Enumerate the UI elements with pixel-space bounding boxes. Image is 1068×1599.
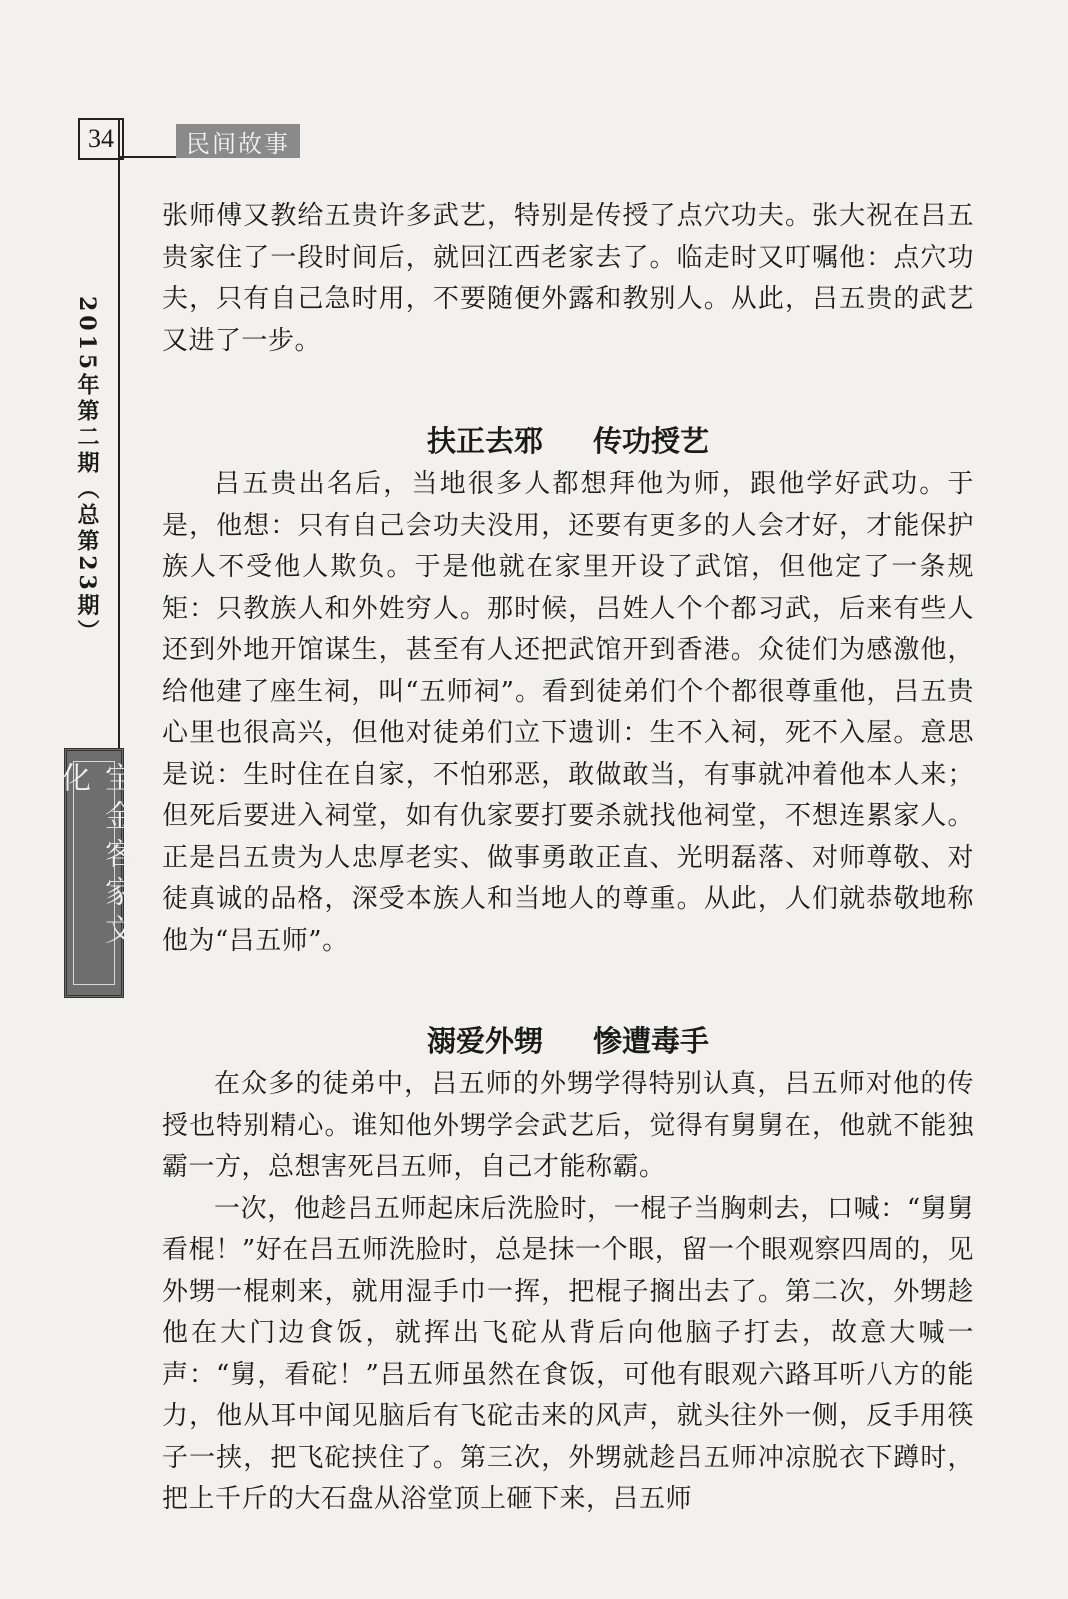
seal-calligraphy: 宝金客家文化 [55,762,134,952]
section-heading-2 [162,1018,974,1064]
page-number: 34 [78,118,124,160]
heading-2-left: 溺爱外甥 [426,1024,543,1058]
header-rule [118,156,178,158]
section-label: 民间故事 [176,124,300,158]
section-1-paragraph-1: 吕五贵出名后，当地很多人都想拜他为师，跟他学好武功。于是，他想：只有自己会功夫没用，还要有更多的人会才好，才能保护族人不受他人欺负。于是他就在家里开设了武馆，但他定了一条规矩：只教族人和外姓穷人。那时候，吕姓人个个都习武，后来有些人还到外地开馆谋生，甚至有人还把武馆开到香港。众徒们为感激他，给他建了座生祠，叫“五师祠”。看到徒弟们个个都很尊重他，吕五贵心里也很高兴，但他对徒弟们立下遗训：生不入祠，死不入屋。意思是说：生时住在自家，不怕邪恶，敢做敢当，有事就冲着他本人来；但死后要进入祠堂，如有仇家要打要杀就找他祠堂，不想连累家人。正是吕五贵为人忠厚老实、做事勇敢正直、光明磊落、对师尊敬、对徒真诚的品格，深受本族人和当地人的尊重。从此，人们就恭敬地称他为“吕五师”。 [162,469,974,956]
section-2-paragraph-1: 在众多的徒弟中，吕五师的外甥学得特别认真，吕五师对他的传授也特别精心。谁知他外甥学会武艺后，觉得有舅舅在，他就不能独霸一方，总想害死吕五师，自己才能称霸。 [162,1069,974,1182]
journal-seal-banner [55,748,134,998]
seal-frame [55,761,134,985]
section-2-paragraph-2: 一次，他趁吕五师起床后洗脸时，一棍子当胸刺去，口喊：“舅舅看棍！”好在吕五师洗脸时，总是抹一个眼，留一个眼观察四周的，见外甥一棍刺来，就用湿手巾一挥，把棍子搁出去了。第二次，外甥趁他在大门边食饭，就挥出飞砣从背后向他脑子打去，故意大喊一声：“舅，看砣！”吕五师虽然在食饭，可他有眼观六路耳听八方的能力，他从耳中闻见脑后有飞砣击来的风声，就头往外一侧，反手用筷子一挟，把飞砣挟住了。第三次，外甥就趁吕五师冲凉脱衣下蹲时，把上千斤的大石盘从浴堂顶上砸下来，吕五师 [162,1193,974,1514]
article-body [162,196,974,1521]
intro-paragraph: 张师傅又教给五贵许多武艺，特别是传授了点穴功夫。张大祝在吕五贵家住了一段时间后，就回江西老家去了。临走时又叮嘱他：点穴功夫，只有自己急时用，不要随便外露和教别人。从此，吕五贵的武艺又进了一步。 [162,201,974,356]
issue-info: 2015年第二期（总第23期） [74,296,100,646]
section-heading-1 [162,418,974,464]
margin-rule-vertical [118,118,120,758]
heading-1-left: 扶正去邪 [426,424,543,458]
heading-2-right: 惨遭毒手 [593,1024,710,1058]
heading-1-right: 传功授艺 [593,424,710,458]
